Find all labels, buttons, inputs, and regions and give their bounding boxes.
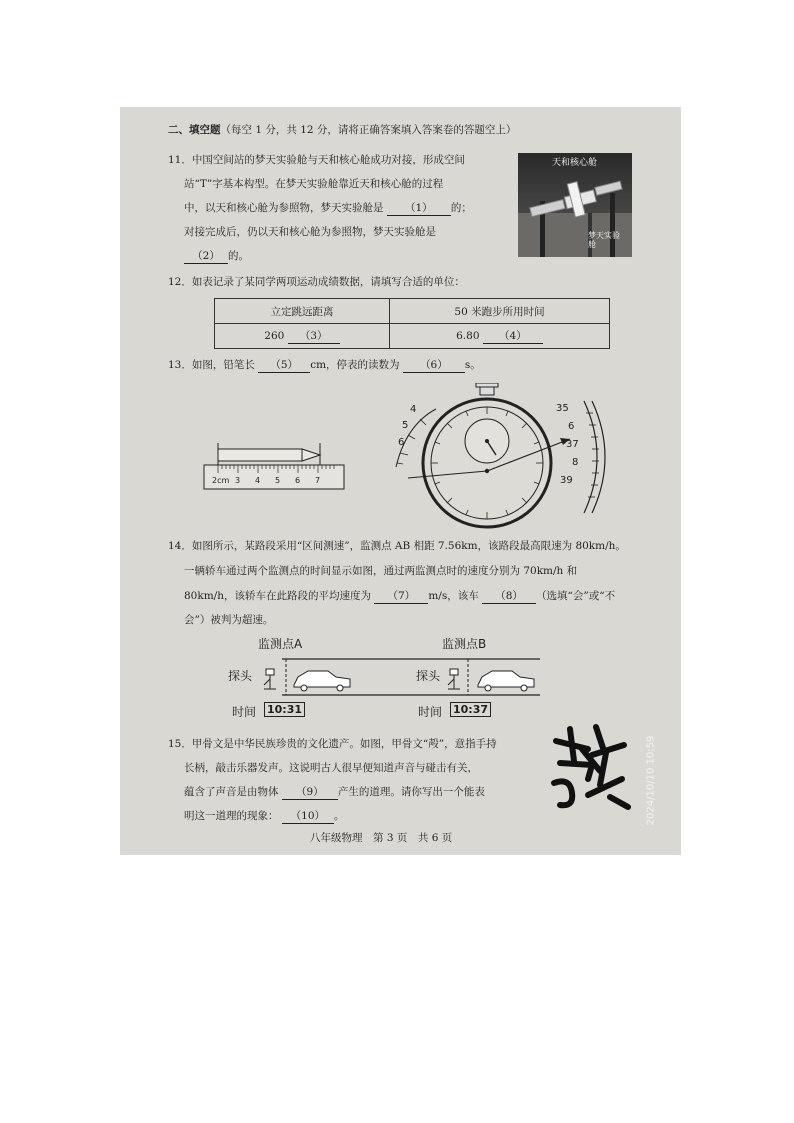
photo-label-core: 天和核心舱 xyxy=(552,158,598,168)
ruler-with-pencil xyxy=(202,435,348,491)
probe-b-label: 探头 xyxy=(416,669,441,683)
q13-text-b: cm，停表的读数为 xyxy=(310,359,400,371)
ruler-tick-3: 3 xyxy=(235,476,241,485)
q11-line4: 对接完成后，仍以天和核心舱为参照物，梦天实验舱是 xyxy=(184,226,436,238)
table-cell-run xyxy=(390,324,610,349)
monitor-point-b: 监测点B xyxy=(442,637,487,651)
dial-right-label-35: 35 xyxy=(556,403,569,414)
probe-a-icon xyxy=(264,669,276,689)
answer-blank-3[interactable]: （3） xyxy=(288,329,340,344)
timestamp-text: 2024/10/10 10:59 xyxy=(645,735,657,826)
probe-b-icon xyxy=(448,669,460,689)
exam-sheet xyxy=(120,107,681,855)
dial-right-label-6: 6 xyxy=(568,421,575,432)
answer-blank-9[interactable]: （9） xyxy=(282,785,338,800)
photo-label-lab: 梦天实验舱 xyxy=(588,231,620,249)
dial-right-label-39: 39 xyxy=(560,475,573,486)
q15-line3-a: 蕴含了声音是由物体 xyxy=(184,786,279,798)
q15-line4 xyxy=(184,805,344,828)
q11-line5 xyxy=(184,245,249,268)
section-header xyxy=(168,119,516,142)
car-a-icon xyxy=(294,671,350,691)
q11-line3-end: 的； xyxy=(450,202,472,214)
oracle-bone-character-icon xyxy=(548,719,632,815)
q14-line3 xyxy=(184,585,615,608)
answer-blank-7[interactable]: （7） xyxy=(374,589,428,604)
table-row xyxy=(215,299,610,324)
time-a-label: 时间 xyxy=(232,705,257,719)
answer-blank-5[interactable]: （5） xyxy=(258,358,310,373)
answer-blank-4[interactable]: （4） xyxy=(483,329,543,344)
monitor-point-a: 监测点A xyxy=(258,637,303,651)
run-value: 6.80 xyxy=(456,329,480,342)
answer-blank-8[interactable]: （8） xyxy=(482,589,536,604)
section-note: （每空 1 分，共 12 分，请将正确答案填入答案卷的答题空上） xyxy=(220,124,517,136)
table-row xyxy=(215,324,610,349)
q15-line4-a: 明这一道理的现象： xyxy=(184,810,279,822)
ruler-tick-7: 7 xyxy=(315,476,321,485)
table-header-run: 50 米跑步所用时间 xyxy=(390,299,610,324)
dial-left-label-6: 6 xyxy=(398,437,405,448)
time-b-label: 时间 xyxy=(418,705,443,719)
dial-left-label-4: 4 xyxy=(410,404,417,415)
q14-line2: 一辆轿车通过两个监测点的时间显示如图，通过两监测点时的速度分别为 70km/h 和 xyxy=(184,565,578,577)
answer-blank-2[interactable]: （2） xyxy=(184,249,228,264)
dial-right-label-37: 37 xyxy=(566,439,579,450)
q11-line5-end: 的。 xyxy=(228,250,249,262)
q15-line2: 长柄，敲击乐器发声。这说明古人很早便知道声音与碰击有关， xyxy=(184,762,478,774)
q15-line3 xyxy=(184,781,485,804)
answer-blank-10[interactable]: （10） xyxy=(282,809,334,824)
q14-line1: 14．如图所示，某路段采用“区间测速”，监测点 AB 相距 7.56km，该路段最高限速为 80km/h。 xyxy=(168,540,626,552)
q14-line3-b: m/s，该车 xyxy=(428,590,479,602)
answer-blank-1[interactable]: （1） xyxy=(387,201,451,216)
jump-value: 260 xyxy=(264,329,285,342)
q14-line3-c: （选填“会”或“不 xyxy=(536,590,616,602)
answer-blank-6[interactable]: （6） xyxy=(403,358,465,373)
q13-text xyxy=(168,354,481,377)
q15-line1: 15．甲骨文是中华民族珍贵的文化遗产。如图，甲骨文“殸”，意指手持 xyxy=(168,738,497,750)
results-table xyxy=(214,298,610,349)
q14-line3-a: 80km/h，该轿车在此路段的平均速度为 xyxy=(184,590,371,602)
speed-check-diagram xyxy=(228,635,542,723)
car-b-icon xyxy=(478,671,534,691)
q12-intro: 12．如表记录了某同学两项运动成绩数据，请填写合适的单位： xyxy=(168,276,465,288)
q11-line2: 站“T”字基本构型。在梦天实验舱靠近天和核心舱的过程 xyxy=(184,178,444,190)
dial-right-label-8: 8 xyxy=(572,457,579,468)
q11-line3 xyxy=(184,197,472,220)
time-a-display: 10:31 xyxy=(264,702,305,717)
ruler-tick-6: 6 xyxy=(295,476,301,485)
q13-text-c: s。 xyxy=(464,359,481,371)
time-b-display: 10:37 xyxy=(450,702,491,717)
ruler-tick-4: 4 xyxy=(255,476,261,485)
pencil-icon xyxy=(218,443,320,465)
space-station-photo xyxy=(518,153,632,257)
photo-timestamp xyxy=(643,719,657,847)
q15-line4-b: 。 xyxy=(333,810,345,822)
q11-line3-text: 中，以天和核心舱为参照物，梦天实验舱是 xyxy=(184,202,384,214)
table-cell-jump xyxy=(215,324,390,349)
q14-line4: 会”）被判为超速。 xyxy=(184,614,274,626)
stopwatch xyxy=(388,383,610,529)
ruler-tick-5: 5 xyxy=(275,476,281,485)
page-footer: 八年级物理 第 3 页 共 6 页 xyxy=(310,832,453,844)
probe-a-label: 探头 xyxy=(228,669,253,683)
section-title: 二、填空题 xyxy=(168,124,221,136)
q13-text-a: 13．如图，铅笔长 xyxy=(168,359,255,371)
ruler-tick-2cm: 2cm xyxy=(212,476,230,485)
q11-line1: 11．中国空间站的梦天实验舱与天和核心舱成功对接，形成空间 xyxy=(168,154,465,166)
table-header-jump: 立定跳远距离 xyxy=(215,299,390,324)
dial-left-label-5: 5 xyxy=(402,420,409,431)
q15-line3-b: 产生的道理。请你写出一个能表 xyxy=(337,786,485,798)
